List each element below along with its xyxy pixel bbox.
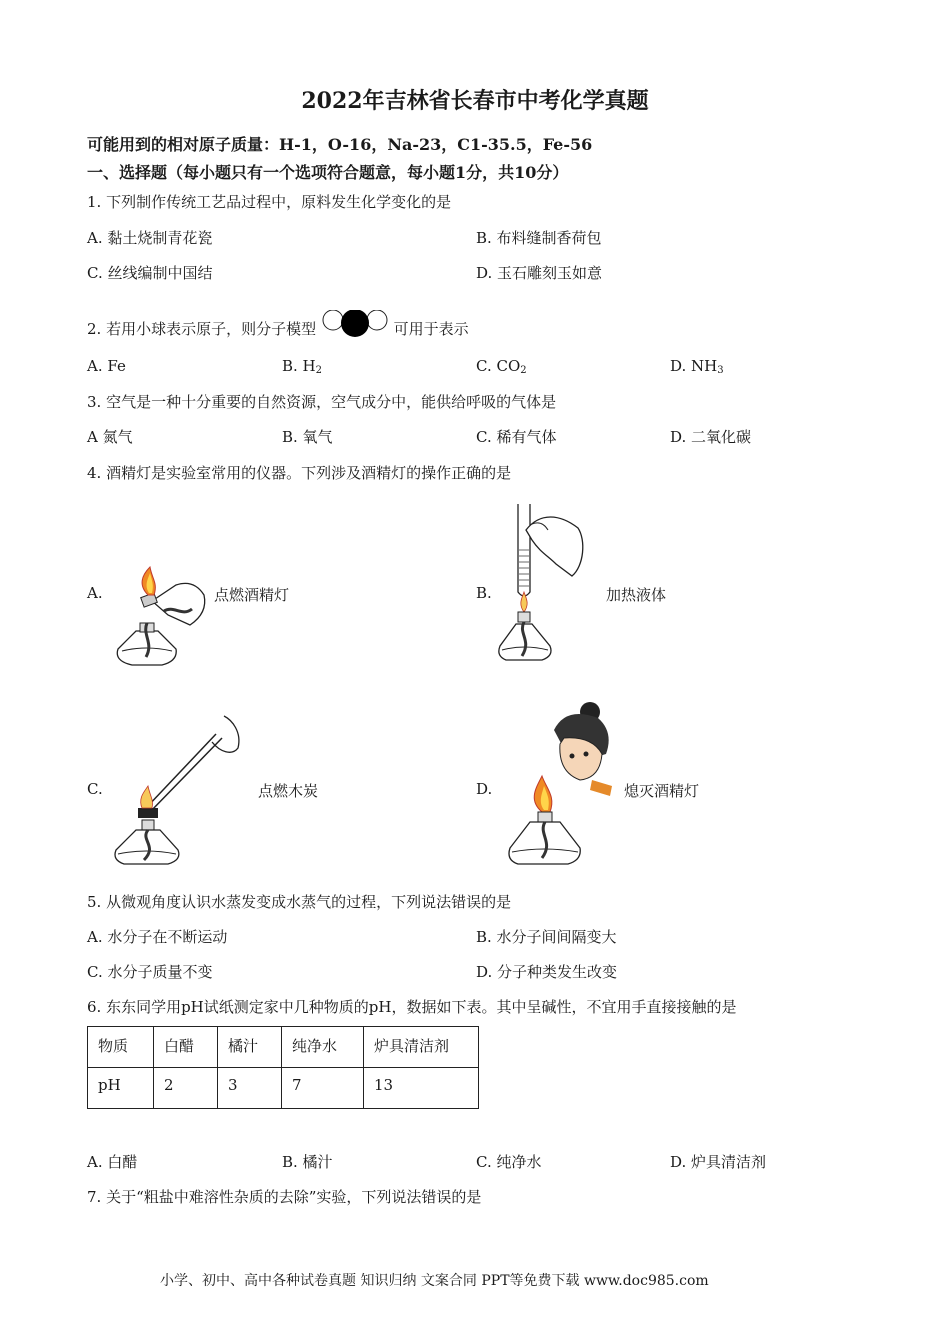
- q2-option-b: B. $H_2$: [282, 357, 323, 376]
- igniting-charcoal-illustration: [112, 712, 248, 868]
- section-heading: 一、选择题（每小题只有一个选项符合题意，每小题1分，共10分）: [87, 163, 569, 182]
- q3-option-b: B. 氧气: [282, 428, 333, 446]
- q4-option-c-text: 点燃木炭: [258, 782, 319, 800]
- table-cell: 13: [364, 1068, 479, 1109]
- table-cell: 2: [154, 1068, 218, 1109]
- table-cell: 3: [218, 1068, 282, 1109]
- q3-option-c: C. 稀有气体: [476, 428, 557, 446]
- q5-option-d: D. 分子种类发生改变: [476, 963, 618, 981]
- table-cell: 炉具清洁剂: [364, 1027, 479, 1068]
- q2-stem-before: 2. 若用小球表示原子，则分子模型: [87, 320, 317, 338]
- q6-stem: 6. 东东同学用pH试纸测定家中几种物质的pH，数据如下表。其中呈碱性，不宜用手直接接触的是: [87, 998, 737, 1016]
- q4-option-a-text: 点燃酒精灯: [214, 586, 290, 604]
- q6-option-a: A. 白醋: [87, 1153, 138, 1171]
- lighting-lamp-with-lamp-illustration: [112, 565, 212, 669]
- q3-option-a: A 氮气: [87, 428, 133, 446]
- q5-option-a: A. 水分子在不断运动: [87, 928, 228, 946]
- page-footer: 小学、初中、高中各种试卷真题 知识归纳 文案合同 PPT等免费下载 www.doc985.com: [160, 1273, 709, 1289]
- page-title: 2022年吉林省长春市中考化学真题: [301, 88, 649, 114]
- q3-option-d: D. 二氧化碳: [670, 428, 752, 446]
- blowing-out-lamp-illustration: [502, 700, 620, 868]
- q1-option-c: C. 丝线编制中国结: [87, 264, 213, 282]
- table-cell: 橘汁: [218, 1027, 282, 1068]
- q2-option-c: C. $CO_2$: [476, 357, 527, 376]
- q6-option-d: D. 炉具清洁剂: [670, 1153, 767, 1171]
- q4-option-d-letter: D.: [476, 780, 493, 798]
- q1-option-a: A. 黏土烧制青花瓷: [87, 229, 213, 247]
- molecule-model-icon: [321, 310, 389, 340]
- table-cell: 白醋: [154, 1027, 218, 1068]
- table-cell: 7: [282, 1068, 364, 1109]
- q4-option-b-letter: B.: [476, 584, 492, 602]
- table-cell: 物质: [88, 1027, 154, 1068]
- table-cell: 纯净水: [282, 1027, 364, 1068]
- q1-stem: 1. 下列制作传统工艺品过程中，原料发生化学变化的是: [87, 193, 452, 211]
- q4-option-a-letter: A.: [87, 584, 103, 602]
- heating-test-tube-illustration: [496, 500, 588, 664]
- q7-stem: 7. 关于“粗盐中难溶性杂质的去除”实验，下列说法错误的是: [87, 1188, 482, 1206]
- q5-option-b: B. 水分子间间隔变大: [476, 928, 617, 946]
- q1-option-b: B. 布料缝制香荷包: [476, 229, 602, 247]
- q4-option-b-text: 加热液体: [606, 586, 667, 604]
- q1-option-d: D. 玉石雕刻玉如意: [476, 264, 603, 282]
- table-cell: pH: [88, 1068, 154, 1109]
- q4-option-d-text: 熄灭酒精灯: [624, 782, 700, 800]
- q6-option-b: B. 橘汁: [282, 1153, 333, 1171]
- q4-stem: 4. 酒精灯是实验室常用的仪器。下列涉及酒精灯的操作正确的是: [87, 464, 512, 482]
- q2-stem-after: 可用于表示: [393, 320, 469, 338]
- ph-table: [87, 1026, 479, 1109]
- q2-option-a: A. Fe: [87, 357, 126, 375]
- q3-stem: 3. 空气是一种十分重要的自然资源，空气成分中，能供给呼吸的气体是: [87, 393, 557, 411]
- table-header-row: [88, 1027, 479, 1068]
- q2-option-d: D. $NH_3$: [670, 357, 724, 376]
- atomic-masses: 可能用到的相对原子质量：H-1，O-16，Na-23，C1-35.5，Fe-56: [87, 135, 593, 154]
- q4-option-c-letter: C.: [87, 780, 103, 798]
- q5-option-c: C. 水分子质量不变: [87, 963, 213, 981]
- table-row: [88, 1068, 479, 1109]
- q2-stem: [87, 310, 469, 340]
- q6-option-c: C. 纯净水: [476, 1153, 542, 1171]
- q5-stem: 5. 从微观角度认识水蒸发变成水蒸气的过程，下列说法错误的是: [87, 893, 512, 911]
